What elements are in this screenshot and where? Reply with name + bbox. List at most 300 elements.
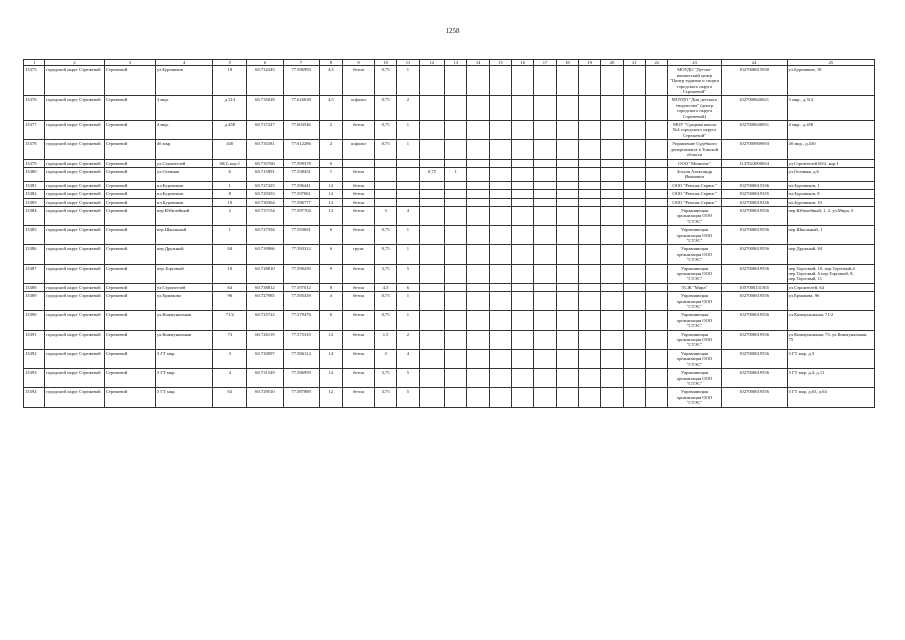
column-number: 25 (787, 60, 874, 66)
cell-org: Управляющая организация ООО "СТЭС" (668, 369, 721, 388)
cell-lon: 77.616638 (283, 96, 319, 121)
cell-address: ул.Буровиков, 18 (787, 66, 874, 96)
cell-c13 (419, 330, 445, 349)
cell-address: 3 ГТ мкр. д.3 (787, 349, 874, 368)
cell-empty (534, 206, 556, 225)
cell-lat: 60.732345 (247, 66, 283, 96)
cell-c12: 1 (397, 311, 419, 330)
cell-id: 13392 (24, 349, 45, 368)
cell-org: Управление Судебного департамента в Томской области (668, 140, 721, 159)
cell-ogrn: 1137022000034 (721, 159, 787, 167)
cell-empty (512, 349, 534, 368)
cell-surface: асфальт (343, 96, 375, 121)
cell-empty (623, 66, 645, 96)
cell-address: ул.Коммунальная, 71/2 (787, 311, 874, 330)
cell-empty (489, 121, 511, 140)
cell-c13 (419, 96, 445, 121)
cell-house: 10 (213, 264, 247, 283)
cell-org: МОУДО "Дом детского творчества" (центр городского округа Стрежевой) (668, 96, 721, 121)
cell-empty (534, 369, 556, 388)
cell-district: городской округ Стрежевой (45, 388, 105, 407)
cell-ogrn: 1027000619556 (721, 245, 787, 264)
cell-c11: 0,75 (374, 66, 396, 96)
cell-ogrn: 1027000619556 (721, 226, 787, 245)
cell-empty (467, 181, 489, 189)
cell-address: пер.Дружный, 84 (787, 245, 874, 264)
cell-org: Зозуля Александр Иванович (668, 167, 721, 181)
cell-c11: 0,75 (374, 96, 396, 121)
cell-empty (556, 226, 578, 245)
cell-empty (623, 264, 645, 283)
column-number: 22 (646, 60, 668, 66)
cell-area: 14 (319, 349, 342, 368)
cell-org: МОУ "Средняя школа №4 городского округа Стрежевой" (668, 121, 721, 140)
cell-empty (601, 66, 623, 96)
cell-c13 (419, 198, 445, 206)
cell-empty (623, 388, 645, 407)
cell-district: городской округ Стрежевой (45, 96, 105, 121)
cell-c14 (445, 190, 467, 198)
cell-empty (534, 292, 556, 311)
cell-area: 2 (319, 121, 342, 140)
cell-area: 6 (319, 245, 342, 264)
cell-empty (467, 190, 489, 198)
cell-empty (556, 264, 578, 283)
column-number: 21 (623, 60, 645, 66)
cell-c14 (445, 206, 467, 225)
cell-locality: Стрежевой (104, 245, 155, 264)
cell-c11: 1,5 (374, 330, 396, 349)
cell-empty (556, 388, 578, 407)
cell-id: 13389 (24, 292, 45, 311)
cell-house: 18 (213, 66, 247, 96)
cell-c13 (419, 292, 445, 311)
cell-lon: 77.597012 (283, 283, 319, 291)
cell-empty (623, 369, 645, 388)
cell-surface: грунт (343, 245, 375, 264)
cell-empty (512, 264, 534, 283)
cell-house: 73 (213, 330, 247, 349)
cell-locality: Стрежевой (104, 206, 155, 225)
cell-empty (512, 190, 534, 198)
cell-district: городской округ Стрежевой (45, 140, 105, 159)
cell-empty (579, 388, 601, 407)
cell-street: пл.Буровиков (155, 198, 212, 206)
cell-c12 (397, 198, 419, 206)
cell-c14 (445, 330, 467, 349)
cell-lon: 77.587889 (283, 388, 319, 407)
cell-c12: 1 (397, 226, 419, 245)
registry-table (23, 59, 875, 408)
cell-lon: 77.586441 (283, 181, 319, 189)
cell-empty (556, 245, 578, 264)
column-number: 19 (579, 60, 601, 66)
cell-empty (534, 190, 556, 198)
cell-lon: 77.586993 (283, 66, 319, 96)
column-number: 17 (534, 60, 556, 66)
cell-empty (579, 96, 601, 121)
cell-empty (579, 311, 601, 330)
cell-lon: 77.597061 (283, 190, 319, 198)
cell-empty (646, 159, 668, 167)
cell-id: 13385 (24, 226, 45, 245)
cell-area: 9 (319, 264, 342, 283)
cell-district: городской округ Стрежевой (45, 330, 105, 349)
cell-address: ул.Осенняя, д.6 (787, 167, 874, 181)
cell-surface: бетон (343, 198, 375, 206)
cell-lat: 60.729353 (247, 190, 283, 198)
cell-lat: 60.726119 (247, 330, 283, 349)
cell-empty (534, 96, 556, 121)
table-row (24, 330, 875, 349)
cell-house: 6 (213, 167, 247, 181)
cell-c13 (419, 121, 445, 140)
cell-address: 4 мкр., д.458 (787, 121, 874, 140)
cell-id: 13380 (24, 167, 45, 181)
cell-area: 1 (319, 167, 342, 181)
cell-org: Управляющая организация ООО "СТЭС" (668, 330, 721, 349)
cell-empty (623, 96, 645, 121)
cell-empty (646, 330, 668, 349)
cell-c13 (419, 190, 445, 198)
cell-c12: 1 (397, 140, 419, 159)
cell-street: пл.Буровиков (155, 190, 212, 198)
cell-empty (556, 66, 578, 96)
cell-c13 (419, 388, 445, 407)
cell-empty (489, 181, 511, 189)
cell-empty (601, 96, 623, 121)
cell-empty (512, 292, 534, 311)
cell-ogrn: 1027000619556 (721, 330, 787, 349)
cell-street: ул.Строителей (155, 159, 212, 167)
cell-street: пер.Школьный (155, 226, 212, 245)
cell-lat: 60.727594 (247, 226, 283, 245)
cell-surface: бетон (343, 330, 375, 349)
table-row (24, 181, 875, 189)
cell-locality: Стрежевой (104, 167, 155, 181)
cell-street: 3 ГТ мкр. (155, 388, 212, 407)
column-number: 18 (556, 60, 578, 66)
table-row (24, 292, 875, 311)
cell-c14 (445, 159, 467, 167)
cell-empty (467, 226, 489, 245)
cell-empty (534, 167, 556, 181)
cell-surface: бетон (343, 121, 375, 140)
column-number: 1 (24, 60, 45, 66)
cell-ogrn: 1027000619336 (721, 198, 787, 206)
cell-empty (646, 96, 668, 121)
cell-empty (646, 388, 668, 407)
cell-locality: Стрежевой (104, 369, 155, 388)
column-number: 8 (319, 60, 342, 66)
cell-lat: 60.737247 (247, 121, 283, 140)
cell-ogrn: 1027000615930 (721, 66, 787, 96)
cell-street: ул.Ермакова (155, 292, 212, 311)
cell-empty (512, 245, 534, 264)
column-number: 14 (467, 60, 489, 66)
cell-surface: бетон (343, 264, 375, 283)
cell-empty (601, 264, 623, 283)
cell-locality: Стрежевой (104, 198, 155, 206)
cell-c12: 4 (397, 349, 419, 368)
cell-locality: Стрежевой (104, 66, 155, 96)
cell-district: городской округ Стрежевой (45, 167, 105, 181)
cell-empty (467, 292, 489, 311)
cell-area: 14 (319, 369, 342, 388)
cell-empty (623, 121, 645, 140)
cell-c14 (445, 349, 467, 368)
cell-c14 (445, 96, 467, 121)
cell-c12: 1 (397, 292, 419, 311)
cell-empty (556, 167, 578, 181)
cell-lat: 60.729510 (247, 388, 283, 407)
cell-empty (579, 159, 601, 167)
cell-street: пер.Торговый (155, 264, 212, 283)
cell-empty (646, 167, 668, 181)
cell-empty (601, 369, 623, 388)
cell-empty (556, 311, 578, 330)
cell-empty (579, 349, 601, 368)
cell-surface (343, 159, 375, 167)
cell-c14 (445, 140, 467, 159)
cell-c13 (419, 140, 445, 159)
cell-empty (512, 181, 534, 189)
cell-lon: 77.593691 (283, 226, 319, 245)
cell-empty (601, 349, 623, 368)
cell-empty (489, 167, 511, 181)
cell-empty (601, 167, 623, 181)
cell-id: 13390 (24, 311, 45, 330)
cell-locality: Стрежевой (104, 349, 155, 368)
cell-id: 13391 (24, 330, 45, 349)
table-row (24, 167, 875, 181)
cell-empty (556, 283, 578, 291)
cell-empty (489, 311, 511, 330)
cell-id: 13379 (24, 159, 45, 167)
cell-empty (646, 190, 668, 198)
cell-c11: 3,75 (374, 388, 396, 407)
cell-surface: бетон (343, 167, 375, 181)
cell-empty (601, 245, 623, 264)
cell-locality: Стрежевой (104, 330, 155, 349)
cell-c11 (374, 159, 396, 167)
cell-c11: 0,75 (374, 311, 396, 330)
table-row (24, 206, 875, 225)
cell-c13 (419, 264, 445, 283)
cell-empty (601, 181, 623, 189)
cell-empty (579, 245, 601, 264)
cell-empty (467, 159, 489, 167)
cell-street: ул.Осенняя (155, 167, 212, 181)
cell-surface: бетон (343, 66, 375, 96)
cell-org: Управляющая организация ООО "СТЭС" (668, 292, 721, 311)
cell-empty (512, 121, 534, 140)
cell-lon: 77.596777 (283, 198, 319, 206)
cell-street: ул.Коммунальная (155, 311, 212, 330)
cell-c14 (445, 311, 467, 330)
cell-empty (512, 369, 534, 388)
table-row (24, 245, 875, 264)
cell-locality: Стрежевой (104, 121, 155, 140)
cell-empty (534, 264, 556, 283)
table-row (24, 369, 875, 388)
cell-c13 (419, 226, 445, 245)
cell-empty (579, 292, 601, 311)
cell-empty (534, 140, 556, 159)
cell-c12: 6 (397, 283, 419, 291)
cell-lon: 77.538431 (283, 167, 319, 181)
cell-empty (646, 140, 668, 159)
cell-ogrn: 1027000619556 (721, 264, 787, 283)
cell-org: ООО "Ремсан Сервис" (668, 190, 721, 198)
cell-id: 13387 (24, 264, 45, 283)
cell-empty (579, 121, 601, 140)
cell-empty (646, 264, 668, 283)
cell-c14 (445, 369, 467, 388)
cell-lon: 77.593312 (283, 245, 319, 264)
cell-address: пер.Школьный, 1 (787, 226, 874, 245)
table-row (24, 388, 875, 407)
cell-c11: 4,5 (374, 283, 396, 291)
cell-c11 (374, 190, 396, 198)
cell-empty (646, 311, 668, 330)
cell-empty (534, 181, 556, 189)
cell-empty (467, 283, 489, 291)
cell-area: 4,5 (319, 96, 342, 121)
cell-empty (646, 66, 668, 96)
cell-area: 12 (319, 198, 342, 206)
cell-district: городской округ Стрежевой (45, 66, 105, 96)
cell-ogrn: 1027000615336 (721, 181, 787, 189)
cell-id: 13386 (24, 245, 45, 264)
cell-surface: бетон (343, 226, 375, 245)
column-number: 15 (489, 60, 511, 66)
cell-id: 13381 (24, 181, 45, 189)
cell-org: Управляющая организация ООО "СТЭС" (668, 264, 721, 283)
cell-address: ул.Строителей, 64 (787, 283, 874, 291)
cell-empty (556, 349, 578, 368)
cell-empty (534, 226, 556, 245)
cell-surface: бетон (343, 311, 375, 330)
cell-empty (601, 330, 623, 349)
cell-surface: бетон (343, 369, 375, 388)
cell-lon: 77.597704 (283, 206, 319, 225)
column-number: 3 (104, 60, 155, 66)
cell-empty (512, 66, 534, 96)
cell-c11: 3,75 (374, 369, 396, 388)
cell-area: 12 (319, 388, 342, 407)
cell-locality: Стрежевой (104, 283, 155, 291)
cell-lat: 60.738812 (247, 283, 283, 291)
table-row (24, 198, 875, 206)
cell-ogrn: 1027000619556 (721, 388, 787, 407)
cell-c12: 5 (397, 369, 419, 388)
cell-empty (489, 140, 511, 159)
cell-empty (489, 245, 511, 264)
cell-address: ул.Коммунальная, 73, ул.Коммунальная, 75 (787, 330, 874, 349)
cell-empty (467, 330, 489, 349)
cell-district: городской округ Стрежевой (45, 349, 105, 368)
cell-empty (556, 206, 578, 225)
cell-empty (623, 283, 645, 291)
cell-area: 8 (319, 283, 342, 291)
cell-address: пл.Буровиков, 8 (787, 190, 874, 198)
cell-c11: 3 (374, 349, 396, 368)
cell-c12: 4 (397, 206, 419, 225)
cell-c12 (397, 181, 419, 189)
cell-empty (489, 66, 511, 96)
cell-empty (467, 264, 489, 283)
cell-empty (534, 330, 556, 349)
cell-c12: 2 (397, 330, 419, 349)
cell-empty (489, 206, 511, 225)
cell-c13 (419, 245, 445, 264)
cell-ogrn: 1027000909693 (721, 140, 787, 159)
column-number: 24 (721, 60, 787, 66)
cell-empty (579, 226, 601, 245)
table-row (24, 311, 875, 330)
cell-empty (489, 349, 511, 368)
cell-empty (601, 292, 623, 311)
cell-org: Управляющая организация ООО "СТЭС" (668, 388, 721, 407)
cell-empty (646, 181, 668, 189)
column-number: 13 (445, 60, 467, 66)
cell-c14 (445, 181, 467, 189)
cell-empty (556, 181, 578, 189)
cell-lat: 60.737154 (247, 206, 283, 225)
cell-house: 71/2 (213, 311, 247, 330)
cell-surface: бетон (343, 388, 375, 407)
cell-id: 13382 (24, 190, 45, 198)
cell-empty (489, 388, 511, 407)
cell-org: Управляющая организация ООО "СТЭС" (668, 311, 721, 330)
cell-empty (556, 330, 578, 349)
cell-c11 (374, 198, 396, 206)
cell-surface: бетон (343, 190, 375, 198)
table-row (24, 283, 875, 291)
cell-c12 (397, 190, 419, 198)
cell-c12: 1 (397, 121, 419, 140)
cell-empty (512, 330, 534, 349)
cell-empty (579, 330, 601, 349)
cell-org: ООО "Ремсан Сервис" (668, 181, 721, 189)
cell-empty (556, 96, 578, 121)
cell-c13 (419, 66, 445, 96)
cell-ogrn: 1027000619556 (721, 292, 787, 311)
cell-org: ООО "Ремсан Сервис" (668, 198, 721, 206)
column-number: 2 (45, 60, 105, 66)
cell-district: городской округ Стрежевой (45, 245, 105, 264)
table-row (24, 349, 875, 368)
cell-empty (623, 140, 645, 159)
cell-lat: 60.735381 (247, 140, 283, 159)
cell-id: 13378 (24, 140, 45, 159)
cell-surface: бетон (343, 181, 375, 189)
cell-empty (489, 226, 511, 245)
cell-street: 3 мкр. (155, 96, 212, 121)
cell-empty (489, 159, 511, 167)
cell-c12: 1 (397, 245, 419, 264)
cell-c13 (419, 159, 445, 167)
cell-c14 (445, 198, 467, 206)
cell-address: 4б мкр., д.430 (787, 140, 874, 159)
cell-empty (467, 121, 489, 140)
cell-lat: 60.727425 (247, 181, 283, 189)
cell-org: Управляющая организация ООО "СТЭС" (668, 226, 721, 245)
cell-house: 64 (213, 283, 247, 291)
cell-c11 (374, 167, 396, 181)
cell-empty (512, 226, 534, 245)
